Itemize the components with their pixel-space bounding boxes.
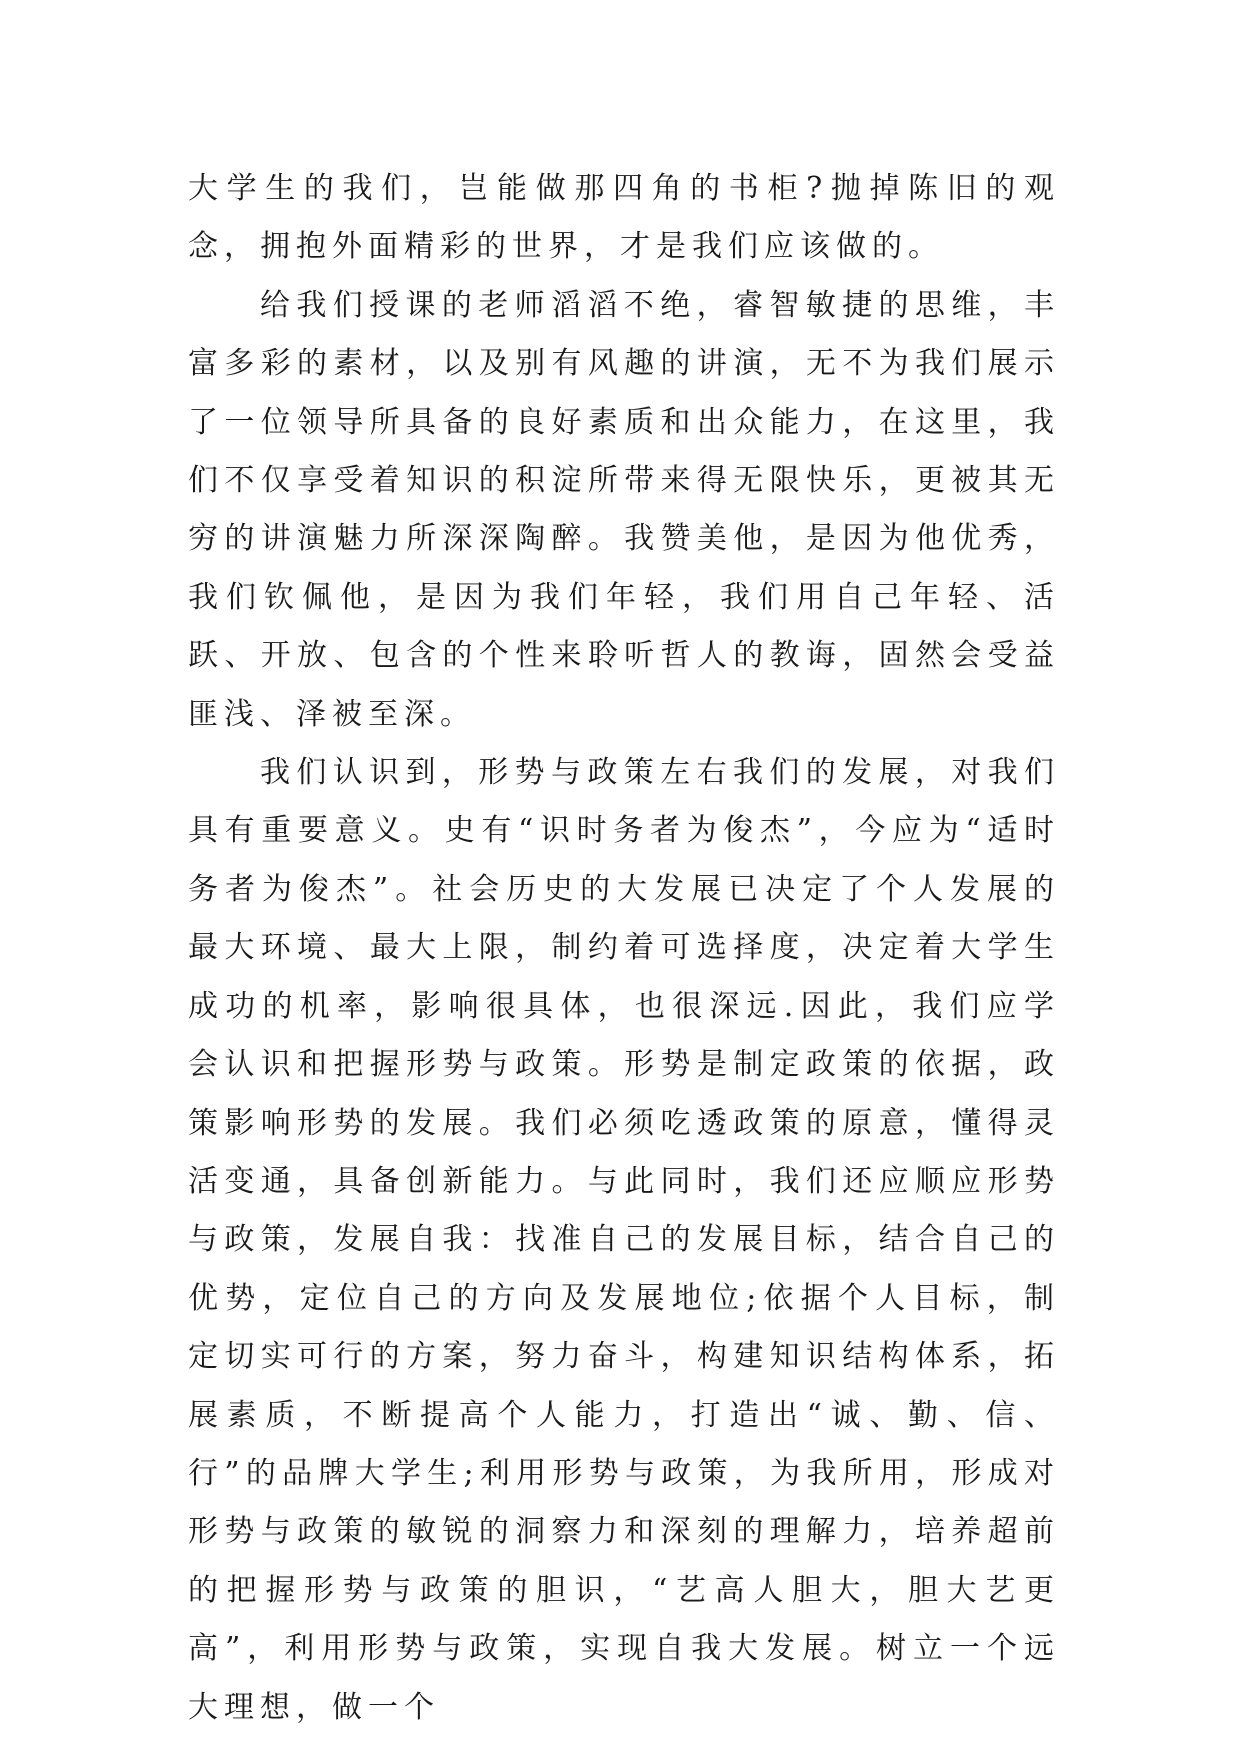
paragraph-3: 我们认识到，形势与政策左右我们的发展，对我们具有重要意义。史有“识时务者为俊杰”，今应为“适时务者为俊杰”。社会历史的大发展已决定了个人发展的最大环境、最大上限，制约着可选择度，决定着大学生成功的机率，影响很具体，也很深远.因此，我们应学会认识和把握形势与政策。形势是制定政策的依据，政策影响形势的发展。我们必须吃透政策的原意，懂得灵活变通，具备创新能力。与此同时，我们还应顺应形势与政策，发展自我：找准自己的发展目标，结合自己的优势，定位自己的方向及发展地位;依据个人目标，制定切实可行的方案，努力奋斗，构建知识结构体系，拓展素质，不断提高个人能力，打造出“诚、勤、信、行”的品牌大学生;利用形势与政策，为我所用，形成对形势与政策的敏锐的洞察力和深刻的理解力，培养超前的把握形势与政策的胆识，“艺高人胆大，胆大艺更高”，利用形势与政策，实现自我大发展。树立一个远大理想，做一个 [188, 755, 1060, 1725]
paragraph-1: 大学生的我们，岂能做那四角的书柜?抛掉陈旧的观念，拥抱外面精彩的世界，才是我们应该做的。 [188, 171, 1060, 265]
paragraph-2: 给我们授课的老师滔滔不绝，睿智敏捷的思维，丰富多彩的素材，以及别有风趣的讲演，无不为我们展示了一位领导所具备的良好素质和出众能力，在这里，我们不仅享受着知识的积淀所带来得无限快乐，更被其无穷的讲演魅力所深深陶醉。我赞美他，是因为他优秀，我们钦佩他，是因为我们年轻，我们用自己年轻、活跃、开放、包含的个性来聆听哲人的教诲，固然会受益匪浅、泽被至深。 [188, 287, 1060, 732]
document-body [188, 160, 1060, 1737]
